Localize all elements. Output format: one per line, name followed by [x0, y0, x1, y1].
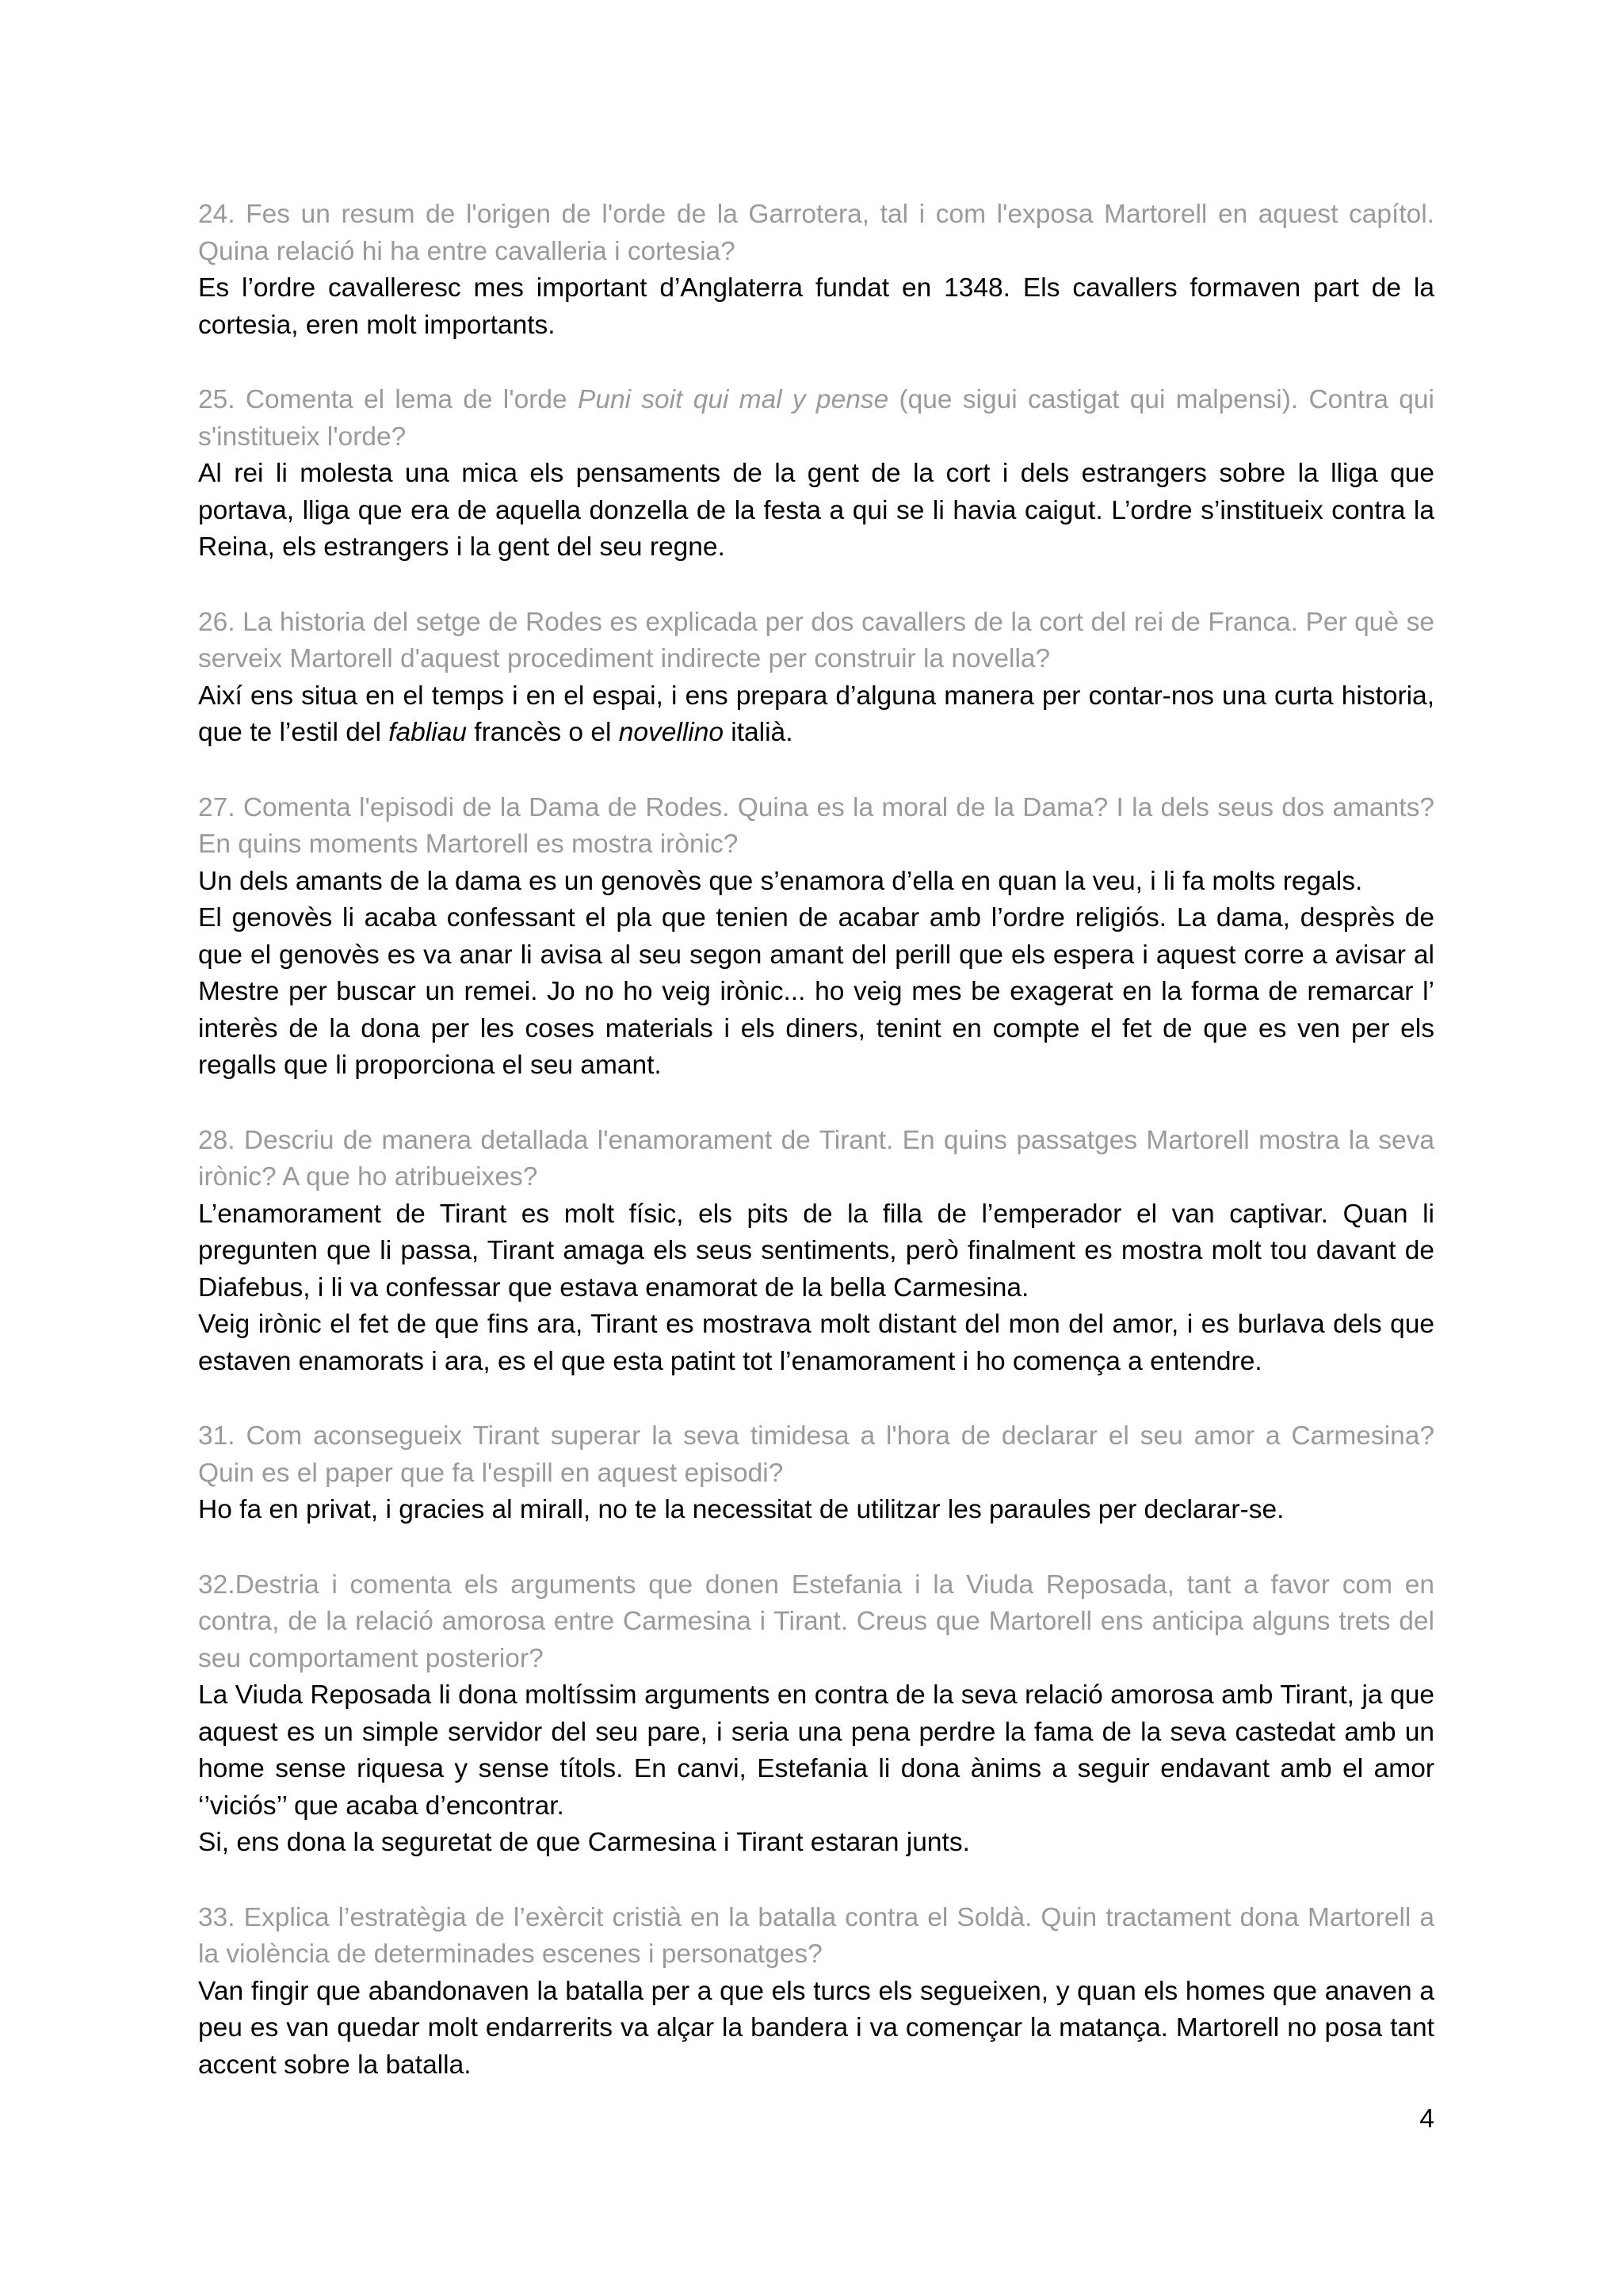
page-number: 4: [1419, 2104, 1434, 2134]
answer-28: [198, 1196, 1434, 1381]
answer-paragraph: Si, ens dona la seguretat de que Carmesina i Tirant estaran junts.: [198, 1828, 970, 1857]
qa-block-32: [198, 1567, 1434, 1862]
question-25: [198, 382, 1434, 456]
question-28: 28. Descriu de manera detallada l'enamorament de Tirant. En quins passatges Martorell mostra la seva irònic? A que ho atribueixes?: [198, 1125, 1434, 1192]
qa-block-31: [198, 1418, 1434, 1529]
answer-paragraph: Al rei li molesta una mica els pensaments de la gent de la cort i dels estrangers sobre la lliga que portava, lliga que era de aquella donzella de la festa a qui se li havia caigut. L’ordre s’instituеix contra la Reina, els estrangers i la gent del seu regne.: [198, 459, 1434, 562]
answer-text: francès o el: [466, 718, 619, 747]
answer-paragraph: [198, 678, 1434, 752]
question-26: 26. La historia del setge de Rodes es explicada per dos cavallers de la cort del rei de Franca. Per què se serveix Martorell d'aquest procediment indirecte per construir la novella?: [198, 607, 1434, 673]
qa-block-27: [198, 790, 1434, 1085]
novellino-italic: novellino: [618, 718, 724, 747]
answer-paragraph: L’enamorament de Tirant es molt físic, els pits de la filla de l’emperador el van captivar. Quan li pregunten que li passa, Tirant amaga els seus sentiments, però finalment es mostra molt tou davant de Diafebus, i li va confessar que estava enamorat de la bella Carmesina.: [198, 1199, 1434, 1302]
qa-block-25: [198, 382, 1434, 566]
document-page: [198, 196, 1434, 2241]
question-31: 31. Com aconsegueix Tirant superar la seva timidesa a l'hora de declarar el seu amor a Carmesina? Quin es el paper que fa l'espill en aquest episodi?: [198, 1421, 1434, 1488]
answer-paragraph: Un dels amants de la dama es un genovès que s’enamora d’ella en quan la veu, i li fa molts regals.: [198, 866, 1363, 896]
answer-paragraph: El genovès li acaba confessant el pla que tenien de acabar amb l’ordre religiós. La dama, desprès de que el genovès es va anar li avisa al seu segon amant del perill que els espera i aquest corre a avisar al Mestre per buscar un remei. Jo no ho veig irònic... ho veig mes be exagerat en la forma de remarcar l’ interès de la dona per les coses materials i els diners, tenint en compte el fet de que es ven per els regalls que li proporciona el seu amant.: [198, 903, 1434, 1080]
qa-block-26: [198, 605, 1434, 752]
question-text: (que sigui castigat qui malpensi). Contra qui s'instituеix l'orde?: [198, 385, 1434, 452]
fabliau-italic: fabliau: [388, 718, 467, 747]
question-27: 27. Comenta l'episodi de la Dama de Rodes. Quina es la moral de la Dama? I la dels seus dos amants? En quins moments Martorell es mostra irònic?: [198, 792, 1434, 859]
answer-text: Així ens situa en el temps i en el espai, i ens prepara d’alguna manera per contar-nos una curta historia, que te l’estil del: [198, 681, 1434, 747]
question-33: 33. Explica l’estratègia de l’exèrcit cristià en la batalla contra el Soldà. Quin tractament dona Martorell a la violència de determinades escenes i personatges?: [198, 1902, 1434, 1969]
answer-paragraph: Veig irònic el fet de que fins ara, Tirant es mostrava molt distant del mon del amor, i es burlava dels que estaven enamorats i ara, es el que esta patint tot l’enamorament i ho comença a entendre.: [198, 1310, 1434, 1376]
answer-26: [198, 678, 1434, 752]
question-32: 32.Destria i comenta els arguments que donen Estefania i la Viuda Reposada, tant a favor com en contra, de la relació amorosa entre Carmesina i Tirant. Creus que Martorell ens anticipa alguns trets del seu comportament posterior?: [198, 1569, 1434, 1673]
answer-24: [198, 270, 1434, 344]
motto-italic: Puni soit qui mal y pense: [577, 385, 889, 414]
answer-paragraph: Es l’ordre cavalleresc mes important d’Anglaterra fundat en 1348. Els cavallers formaven part de la cortesia, eren molt importants.: [198, 273, 1434, 340]
answer-32: [198, 1677, 1434, 1862]
answer-paragraph: La Viuda Reposada li dona moltíssim arguments en contra de la seva relació amorosa amb Tirant, ja que aquest es un simple servidor del seu pare, i seria una pena perdre la fama de la seva castedat amb un home sense riquesa y sense títols. En canvi, Estefania li dona ànims a seguir endavant amb el amor ‘’viciós’’ que acaba d’encontrar.: [198, 1680, 1434, 1821]
question-24: 24. Fes un resum de l'origen de l'orde de la Garrotera, tal i com l'exposa Martorell en aquest capítol. Quina relació hi ha entre cavalleria i cortesia?: [198, 200, 1434, 266]
qa-block-28: [198, 1123, 1434, 1381]
answer-paragraph: Ho fa en privat, i gracies al mirall, no te la necessitat de utilitzar les paraules per declarar-se.: [198, 1495, 1285, 1524]
question-text: 25. Comenta el lema de l'orde: [198, 385, 578, 414]
answer-text: italià.: [723, 718, 793, 747]
answer-paragraph: Van fingir que abandonaven la batalla per a que els turcs els segueixen, y quan els homes que anaven a peu es van quedar molt endarrerits va alçar la bandera i va començar la matança. Martorell no posa tant accent sobre la batalla.: [198, 1976, 1434, 2080]
answer-27: [198, 864, 1434, 1085]
answer-33: [198, 1974, 1434, 2084]
answer-31: [198, 1492, 1434, 1529]
qa-block-33: [198, 1900, 1434, 2084]
qa-block-24: [198, 196, 1434, 344]
answer-25: [198, 456, 1434, 566]
